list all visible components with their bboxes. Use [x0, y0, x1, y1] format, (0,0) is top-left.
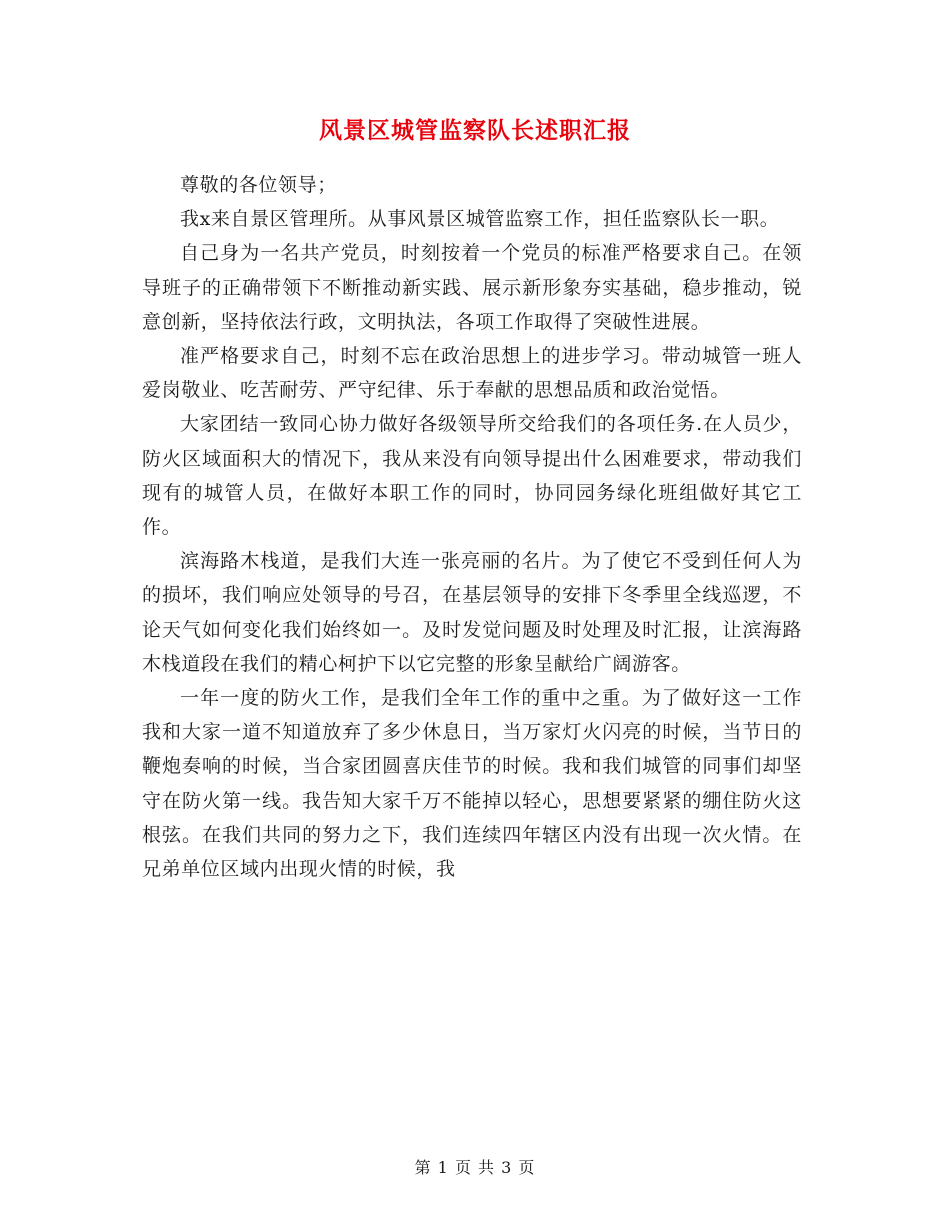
document-title: 风景区城管监察队长述职汇报	[319, 117, 631, 144]
paragraph-political-study: 准严格要求自己，时刻不忘在政治思想上的进步学习。带动城管一班人爱岗敬业、吃苦耐劳、严守纪律、乐于奉献的思想品质和政治觉悟。	[142, 345, 802, 402]
paragraph-introduction: 我x来自景区管理所。从事风景区城管监察工作，担任监察队长一职。	[180, 208, 780, 231]
paragraph-fire-prevention: 一年一度的防火工作，是我们全年工作的重中之重。为了做好这一工作我和大家一道不知道放弃了多少休息日，当万家灯火闪亮的时候，当节日的鞭炮奏响的时候，当合家团圆喜庆佳节的时候。我和我们城管的同事们却坚守在防火第一线。我告知大家千万不能掉以轻心，思想要紧紧的绷住防火这根弦。在我们共同的努力之下，我们连续四年辖区内没有出现一次火情。在兄弟单位区域内出现火情的时候，我	[142, 687, 802, 881]
paragraph-teamwork: 大家团结一致同心协力做好各级领导所交给我们的各项任务.在人员少，防火区域面积大的情况下，我从来没有向领导提出什么困难要求，带动我们现有的城管人员，在做好本职工作的同时，协同园务绿化班组做好其它工作。	[142, 413, 802, 539]
paragraph-party-member: 自己身为一名共产党员，时刻按着一个党员的标准严格要求自己。在领导班子的正确带领下不断推动新实践、展示新形象夯实基础，稳步推动，锐意创新，坚持依法行政，文明执法，各项工作取得了突破性进展。	[142, 242, 802, 333]
page-number-footer: 第 1 页 共 3 页	[414, 1158, 536, 1177]
document-body	[142, 168, 802, 886]
paragraph-salutation: 尊敬的各位领导；	[180, 174, 337, 196]
paragraph-boardwalk: 滨海路木栈道，是我们大连一张亮丽的名片。为了使它不受到任何人为的损坏，我们响应处领导的号召，在基层领导的安排下冬季里全线巡逻，不论天气如何变化我们始终如一。及时发觉问题及时处理及时汇报，让滨海路木栈道段在我们的精心柯护下以它完整的形象呈献给广阔游客。	[142, 550, 802, 675]
